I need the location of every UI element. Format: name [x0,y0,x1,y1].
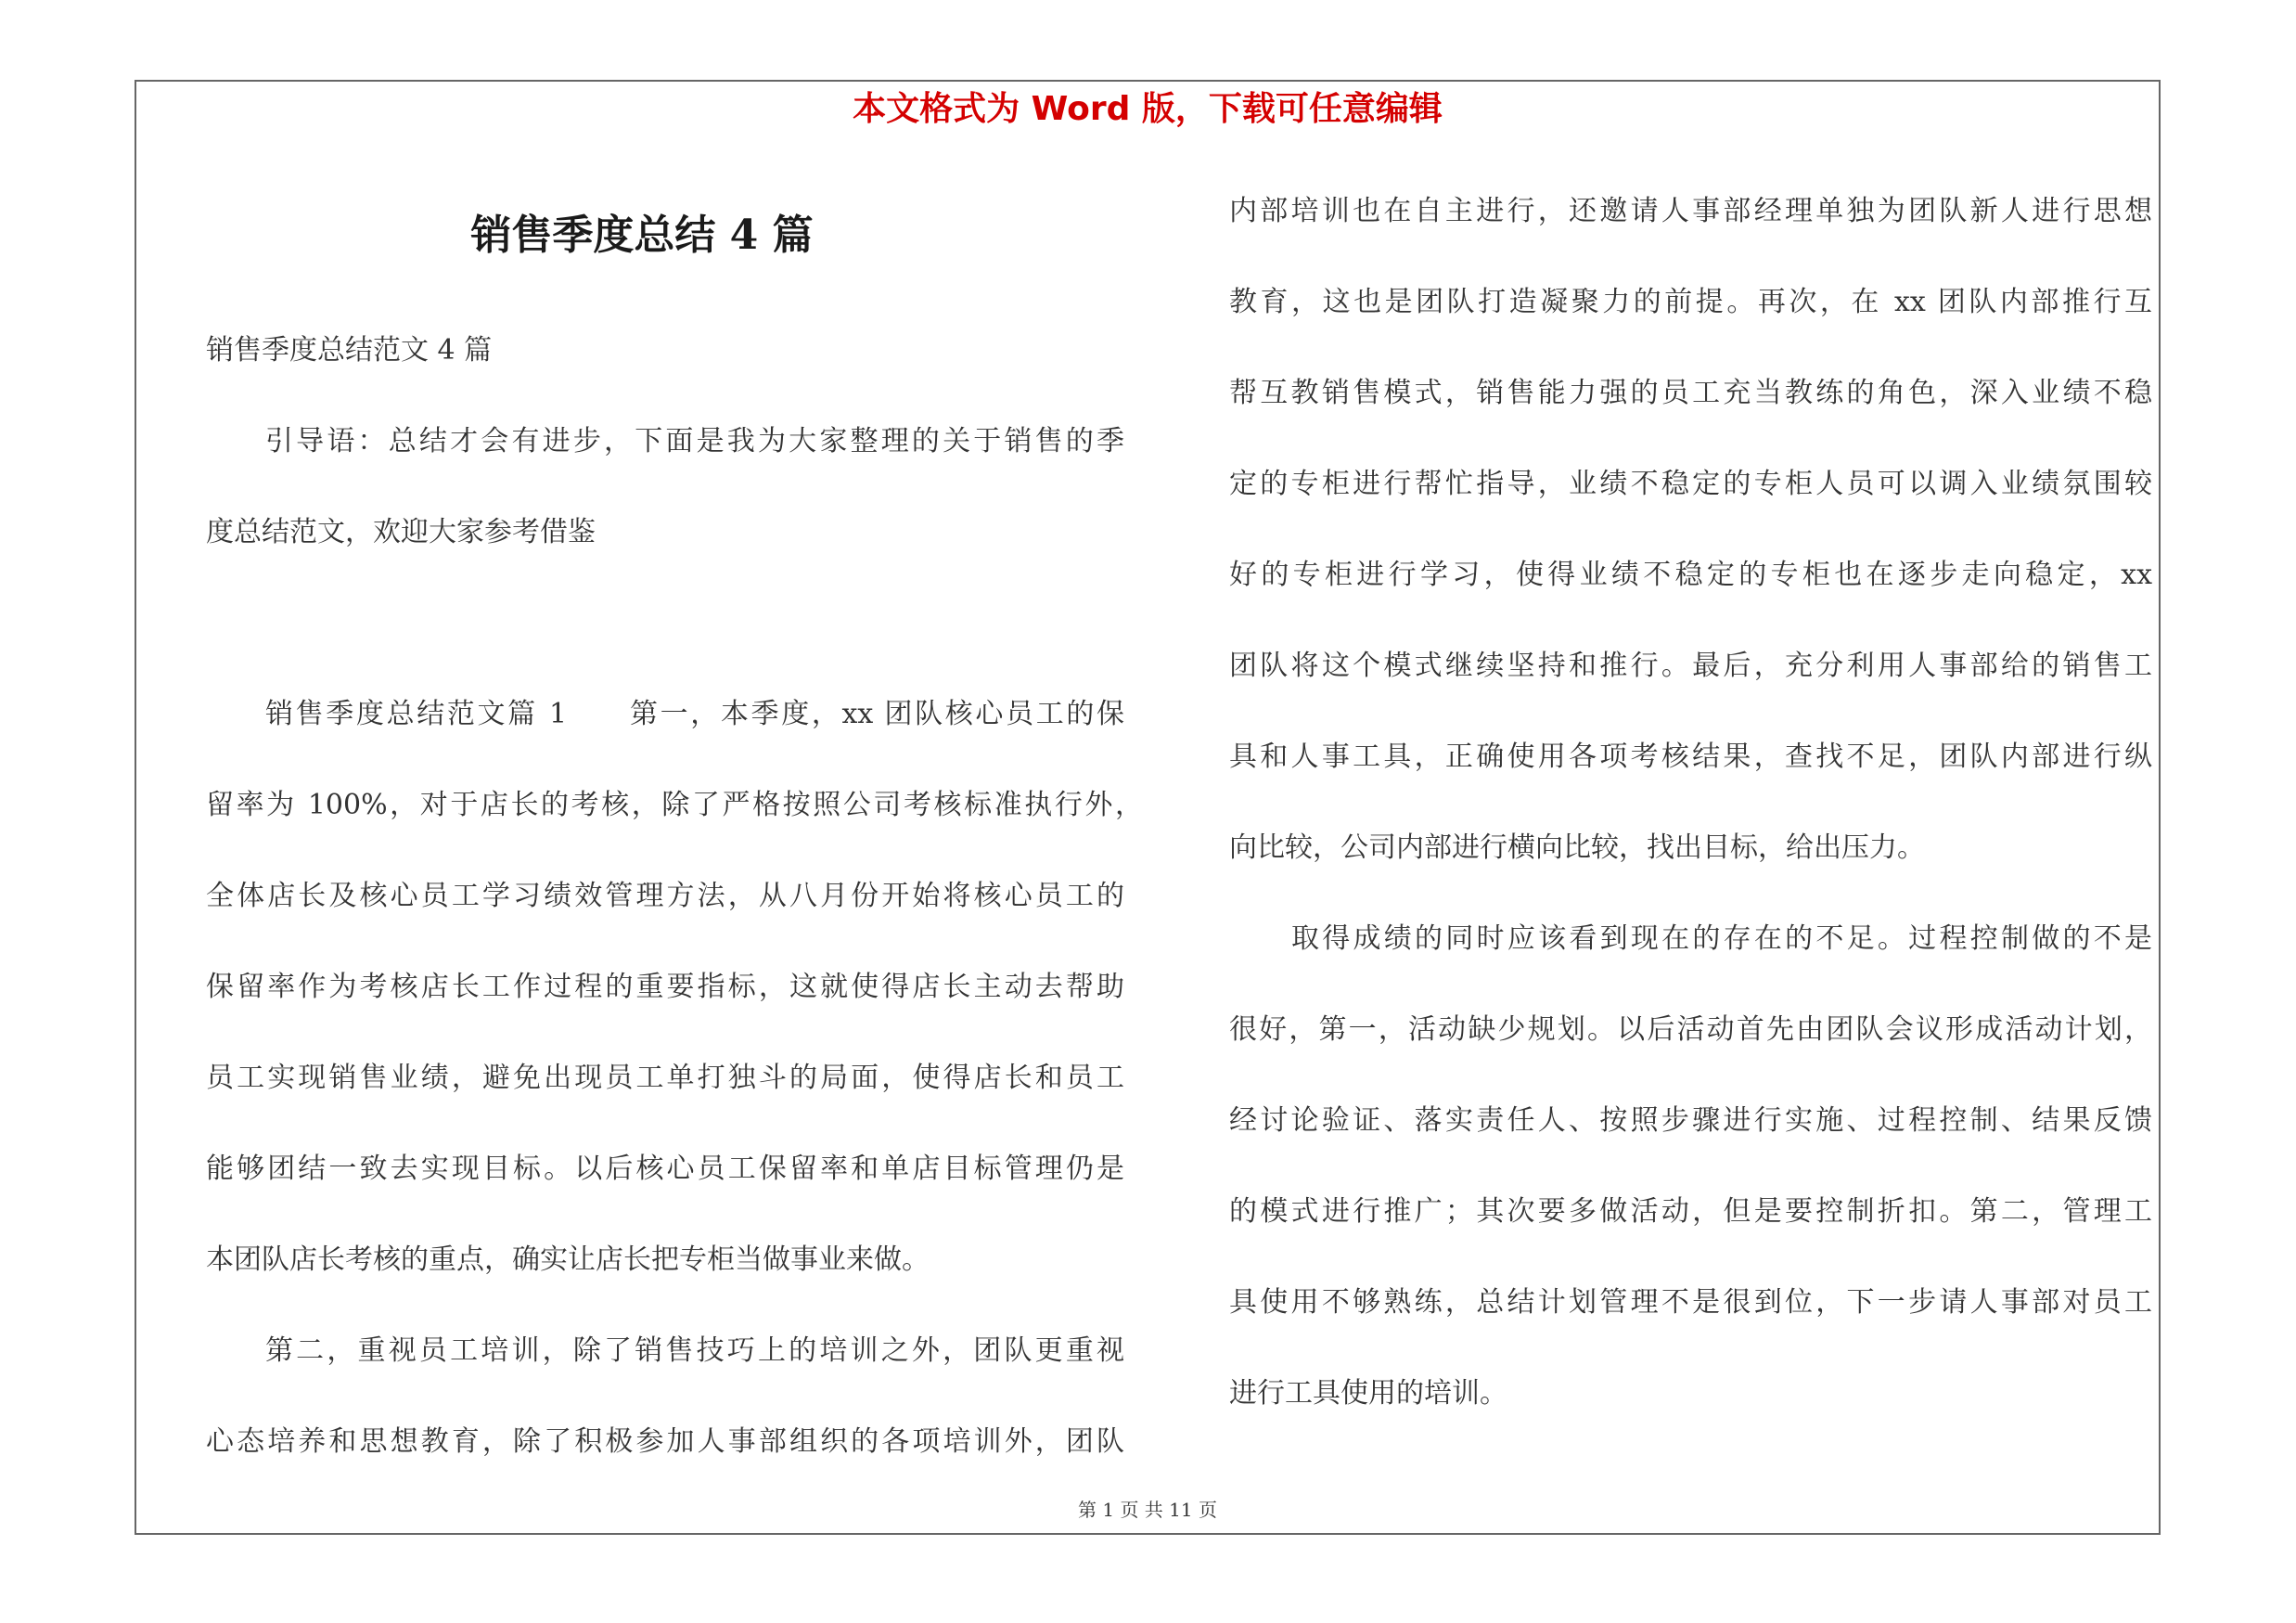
paragraph-line: 经讨论验证、落实责任人、按照步骤进行实施、过程控制、结果反馈 [1229,1104,2152,1137]
paragraph-line: 具和人事工具，正确使用各项考核结果，查找不足，团队内部进行纵 [1229,741,2152,773]
paragraph-line: 具使用不够熟练，总结计划管理不是很到位，下一步请人事部对员工 [1229,1286,2152,1319]
paragraph-line: 进行工具使用的培训。 [1229,1377,1507,1410]
paragraph-line: 的模式进行推广；其次要多做活动，但是要控制折扣。第二，管理工 [1229,1195,2152,1228]
page-number-footer: 第 1 页 共 11 页 [1078,1499,1217,1521]
paragraph-line: 引导语：总结才会有进步，下面是我为大家整理的关于销售的季 [265,425,1124,457]
paragraph-line: 度总结范文，欢迎大家参考借鉴 [206,516,596,548]
paragraph-line: 很好，第一，活动缺少规划。以后活动首先由团队会议形成活动计划， [1229,1013,2152,1046]
paragraph-line: 帮互教销售模式，销售能力强的员工充当教练的角色，深入业绩不稳 [1229,377,2152,409]
paragraph-line: 团队将这个模式继续坚持和推行。最后，充分利用人事部给的销售工 [1229,650,2152,682]
paragraph-line: 员工实现销售业绩，避免出现员工单打独斗的局面，使得店长和员工 [206,1062,1124,1094]
paragraph-line: 教育，这也是团队打造凝聚力的前提。再次，在 xx 团队内部推行互 [1229,286,2152,318]
paragraph-line: 心态培养和思想教育，除了积极参加人事部组织的各项培训外，团队 [206,1425,1124,1458]
paragraph-line: 保留率作为考核店长工作过程的重要指标，这就使得店长主动去帮助 [206,971,1124,1003]
paragraph-line: 取得成绩的同时应该看到现在的存在的不足。过程控制做的不是 [1291,922,2152,955]
subtitle-line: 销售季度总结范文 4 篇 [206,334,493,367]
document-title: 销售季度总结 4 篇 [470,212,814,259]
paragraph-line: 内部培训也在自主进行，还邀请人事部经理单独为团队新人进行思想 [1229,195,2152,227]
format-banner: 本文格式为 Word 版，下载可任意编辑 [853,90,1443,128]
paragraph-line: 定的专柜进行帮忙指导，业绩不稳定的专柜人员可以调入业绩氛围较 [1229,468,2152,500]
paragraph-line: 好的专柜进行学习，使得业绩不稳定的专柜也在逐步走向稳定，xx [1229,559,2152,591]
paragraph-line: 第二，重视员工培训，除了销售技巧上的培训之外，团队更重视 [265,1334,1124,1367]
paragraph-line: 向比较，公司内部进行横向比较，找出目标，给出压力。 [1229,831,1925,864]
paragraph-line: 全体店长及核心员工学习绩效管理方法，从八月份开始将核心员工的 [206,880,1124,912]
paragraph-line: 销售季度总结范文篇 1 第一，本季度，xx 团队核心员工的保 [265,698,1124,730]
paragraph-line: 留率为 100%，对于店长的考核，除了严格按照公司考核标准执行外， [206,789,1143,821]
paragraph-line: 能够团结一致去实现目标。以后核心员工保留率和单店目标管理仍是 [206,1153,1124,1185]
paragraph-line: 本团队店长考核的重点，确实让店长把专柜当做事业来做。 [206,1243,930,1276]
